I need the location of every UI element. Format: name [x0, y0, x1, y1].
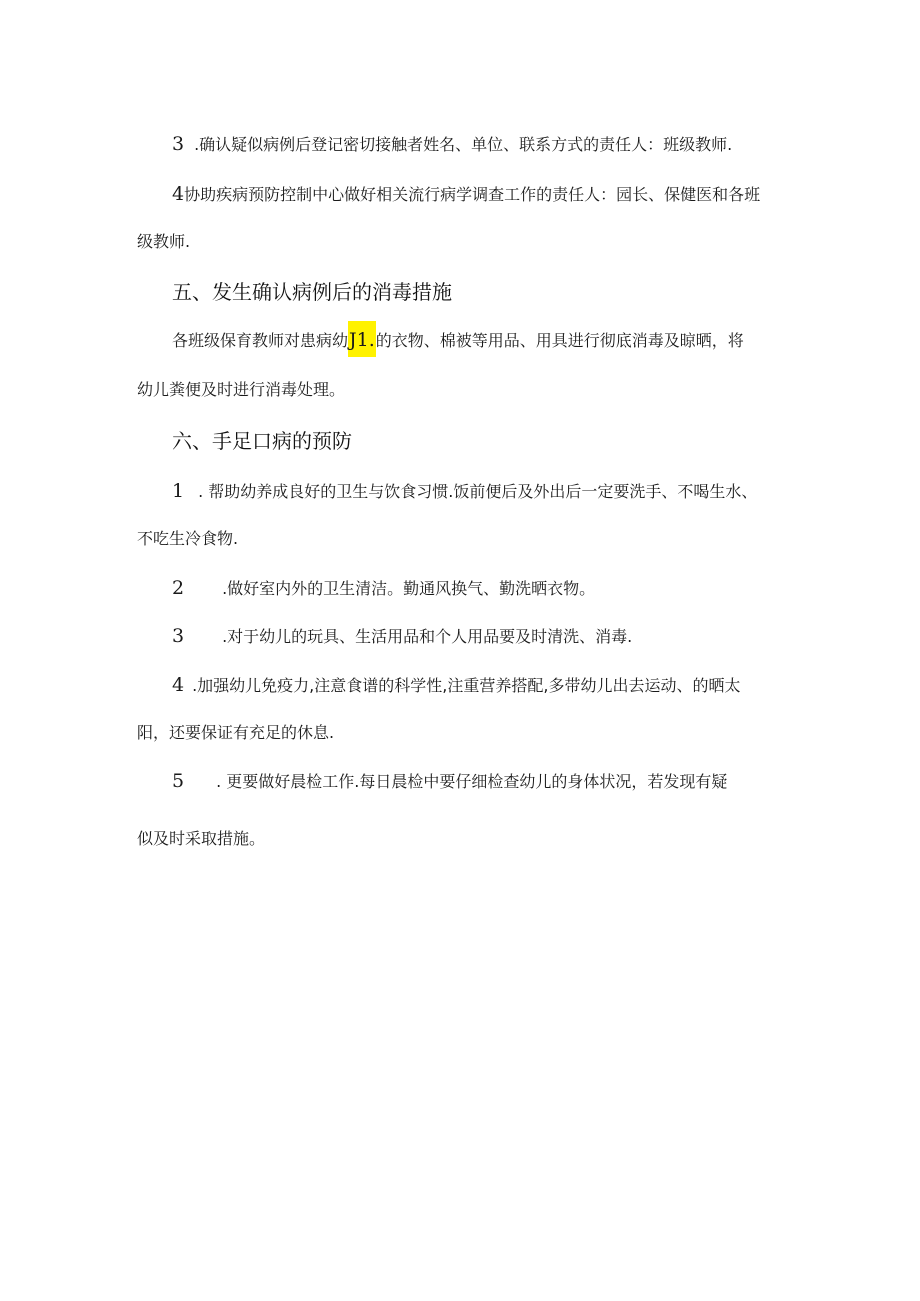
- list-item-1-continuation: [137, 528, 238, 550]
- item-text: . 帮助幼养成良好的卫生与饮食习惯.饭前便后及外出后一定要洗手、不喝生水、: [198, 482, 758, 501]
- item-text: .对于幼儿的玩具、生活用品和个人用品要及时清洗、消毒.: [222, 627, 633, 646]
- section-6-heading: 六、手足口病的预防: [172, 429, 352, 453]
- paragraph-text: 各班级保育教师对患病幼: [172, 331, 349, 350]
- item-4-paragraph: [172, 183, 760, 206]
- paragraph-text: 幼儿粪便及时进行消毒处理。: [137, 380, 346, 399]
- item-4-paragraph-continuation: [137, 231, 190, 253]
- section-5-heading: 五、发生确认病例后的消毒措施: [172, 280, 452, 304]
- item-3-paragraph: [172, 133, 732, 156]
- item-number: 2: [172, 577, 185, 599]
- list-item-5: [172, 770, 727, 793]
- item-number: 3: [172, 625, 185, 647]
- highlighted-text: J1.: [348, 321, 376, 357]
- item-text: .加强幼儿免疫力,注意食谱的科学性,注重营养搭配,多带幼儿出去运动、的晒太: [192, 676, 741, 695]
- list-item-4: [172, 674, 740, 697]
- item-text: . 更要做好晨检工作.每日晨检中要仔细检查幼儿的身体状况，若发现有疑: [216, 772, 728, 791]
- item-text: 阳，还要保证有充足的休息.: [137, 723, 335, 742]
- item-text: 协助疾病预防控制中心做好相关流行病学调查工作的责任人：园长、保健医和各班: [184, 185, 761, 204]
- section-5-paragraph: [172, 329, 744, 352]
- list-item-2: [172, 577, 595, 600]
- item-text: .做好室内外的卫生清洁。勤通风换气、勤洗晒衣物。: [222, 579, 596, 598]
- list-item-5-continuation: [137, 828, 265, 850]
- item-number: 4: [172, 183, 185, 205]
- list-item-3: [172, 625, 632, 648]
- item-text: .确认疑似病例后登记密切接触者姓名、单位、联系方式的责任人：班级教师.: [194, 135, 733, 154]
- item-text: 似及时采取措施。: [137, 829, 266, 848]
- paragraph-text: 的衣物、棉被等用品、用具进行彻底消毒及晾晒，将: [375, 331, 744, 350]
- section-5-paragraph-continuation: [137, 379, 345, 401]
- item-text: 级教师.: [137, 232, 191, 251]
- item-number: 4: [172, 674, 185, 696]
- list-item-4-continuation: [137, 722, 334, 744]
- item-number: 1: [172, 480, 185, 502]
- list-item-1: [172, 480, 757, 503]
- item-number: 5: [172, 770, 185, 792]
- item-text: 不吃生冷食物.: [137, 529, 239, 548]
- item-number: 3: [172, 133, 185, 155]
